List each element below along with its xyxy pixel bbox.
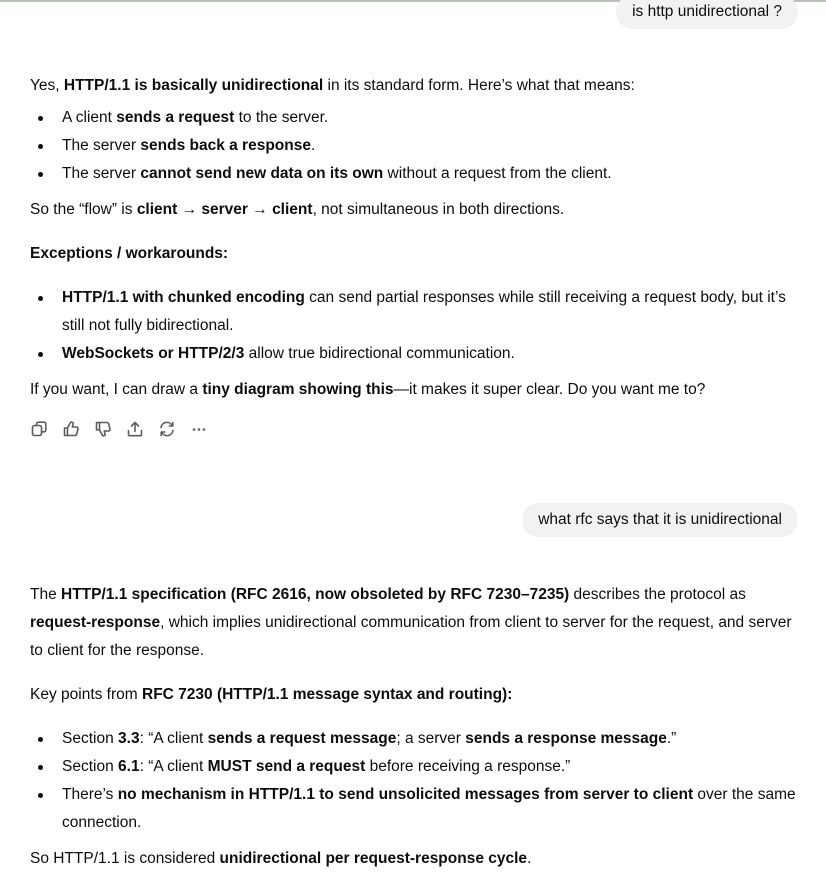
user-message-text: what rfc says that it is unidirectional — [538, 511, 782, 528]
assistant-message — [30, 72, 800, 404]
copy-button[interactable] — [30, 418, 62, 440]
message-actions — [30, 418, 222, 440]
list-item: Section 6.1: “A client MUST send a request before receiving a response.” — [30, 753, 800, 781]
exceptions-heading: Exceptions / workarounds: — [30, 245, 229, 262]
reply-key-points: Key points from RFC 7230 (HTTP/1.1 message syntax and routing): — [30, 686, 513, 703]
thumbs-up-icon — [62, 420, 80, 438]
list-item: HTTP/1.1 with chunked encoding can send partial responses while still receiving a request body, but it’s still not fully bidirectional. — [30, 284, 800, 340]
list-item: Section 3.3: “A client sends a request message; a server sends a response message.” — [30, 725, 800, 753]
reply-offer-text: If you want, I can draw a tiny diagram showing this—it makes it super clear. Do you want me to? — [30, 381, 706, 398]
bad-response-button[interactable] — [94, 418, 126, 440]
exceptions-list — [30, 284, 800, 368]
user-message-bubble — [616, 0, 798, 29]
more-icon — [190, 420, 208, 438]
list-item: The server sends back a response. — [30, 132, 800, 160]
more-button[interactable] — [190, 418, 222, 440]
copy-icon — [30, 420, 48, 438]
regenerate-icon — [158, 420, 176, 438]
list-item: WebSockets or HTTP/2/3 allow true bidirectional communication. — [30, 340, 800, 368]
reply-conclusion: So HTTP/1.1 is considered unidirectional per request-response cycle. — [30, 850, 532, 867]
rfc-points-list — [30, 725, 800, 837]
user-message-bubble — [522, 503, 798, 537]
reply-flow-text: So the “flow” is client → server → client, not simultaneous in both directions. — [30, 201, 565, 218]
list-item: There’s no mechanism in HTTP/1.1 to send unsolicited messages from server to client over the same connection. — [30, 781, 800, 837]
share-icon — [126, 420, 144, 438]
regenerate-button[interactable] — [158, 418, 190, 440]
good-response-button[interactable] — [62, 418, 94, 440]
thumbs-down-icon — [94, 420, 112, 438]
reply-intro: Yes, HTTP/1.1 is basically unidirectional in its standard form. Here’s what that means: — [30, 77, 635, 94]
reply-bullet-list — [30, 104, 800, 188]
share-button[interactable] — [126, 418, 158, 440]
list-item: The server cannot send new data on its own without a request from the client. — [30, 160, 800, 188]
assistant-message — [30, 581, 800, 873]
list-item: A client sends a request to the server. — [30, 104, 800, 132]
user-message-text: is http unidirectional ? — [632, 3, 782, 20]
reply-paragraph: The HTTP/1.1 specification (RFC 2616, now obsoleted by RFC 7230–7235) describes the protocol as request-response, which implies unidirectional communication from client to server for the request, and server to client for the response. — [30, 586, 792, 659]
